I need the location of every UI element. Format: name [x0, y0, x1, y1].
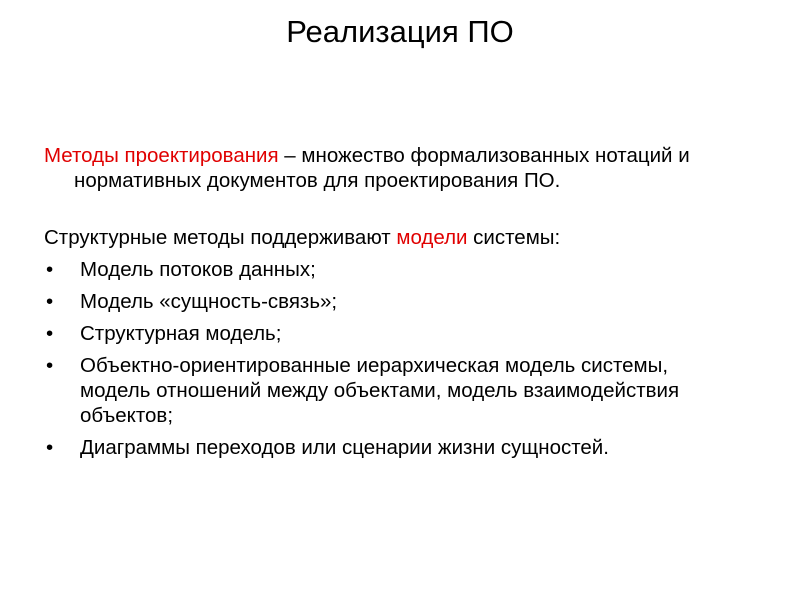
bullet-list [44, 257, 744, 460]
bullet-text: Объектно-ориентированные иерархическая модель системы, модель отношений между объектами, модель взаимодействия объектов; [80, 354, 680, 427]
bullet-text: Модель «сущность-связь»; [80, 290, 338, 313]
bullet-icon: • [46, 290, 54, 313]
bullet-icon: • [46, 258, 54, 281]
definition-text: – множество формализованных нотаций и нормативных документов для проектирования ПО. [74, 144, 690, 192]
bullet-item [44, 321, 744, 346]
intro-suffix: системы: [467, 226, 561, 249]
intro-paragraph [44, 225, 744, 250]
definition-term: Методы проектирования [44, 144, 279, 167]
bullet-icon: • [46, 322, 54, 345]
intro-prefix: Структурные методы поддерживают [44, 226, 397, 249]
bullet-icon: • [46, 354, 54, 377]
bullet-item [44, 435, 744, 460]
bullet-item [44, 257, 744, 282]
bullet-icon: • [46, 436, 54, 459]
intro-highlight: модели [396, 226, 468, 249]
paragraph-gap [44, 193, 744, 225]
bullet-text: Диаграммы переходов или сценарии жизни сущностей. [80, 436, 609, 459]
bullet-item [44, 353, 744, 428]
definition-paragraph [44, 143, 744, 193]
slide-title: Реализация ПО [286, 14, 514, 49]
bullet-text: Структурная модель; [80, 322, 282, 345]
slide-content [44, 143, 744, 467]
bullet-item [44, 289, 744, 314]
bullet-text: Модель потоков данных; [80, 258, 316, 281]
